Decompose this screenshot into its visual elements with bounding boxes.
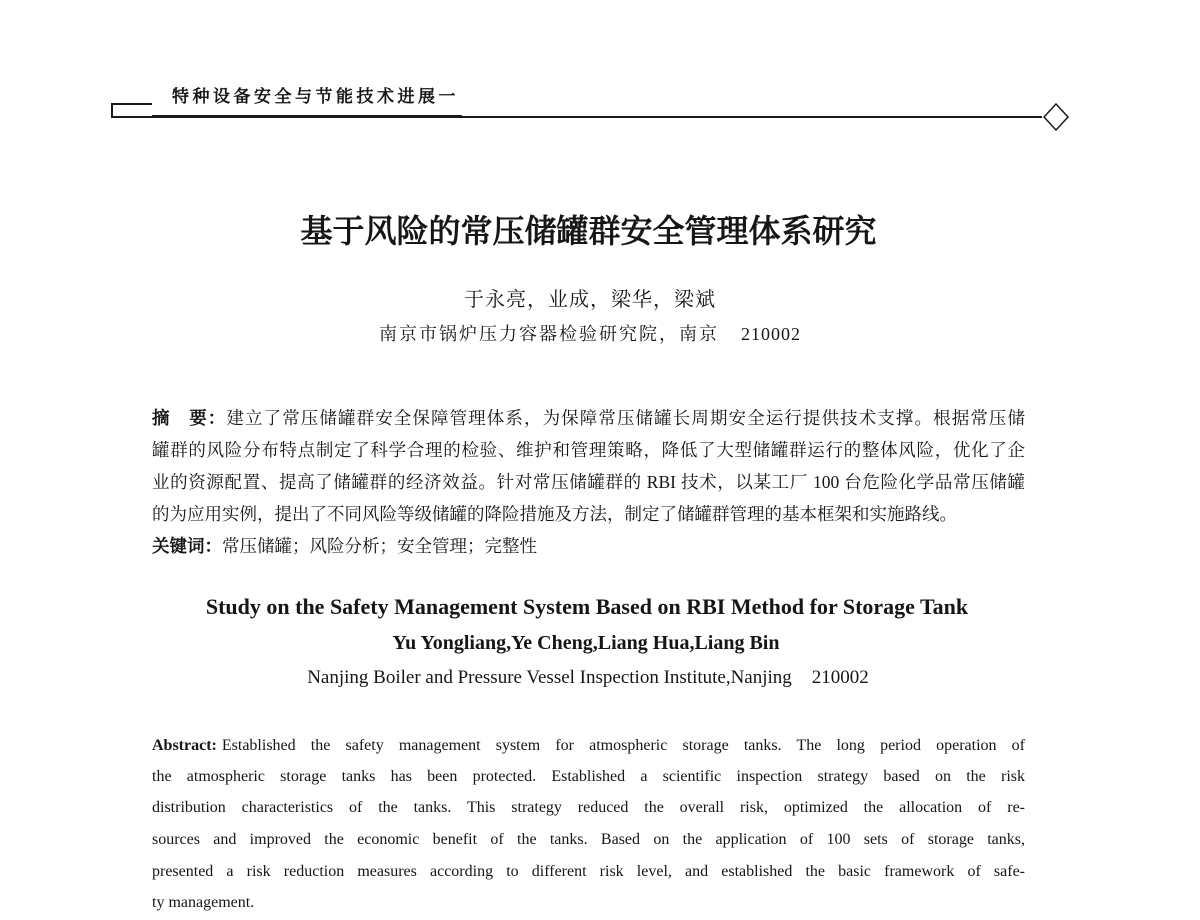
abstract-en-label: Abstract: [152,737,217,754]
authors-cn: 于永亮，业成，梁华，梁斌 [464,289,716,311]
header-rule-short [112,103,152,105]
diamond-icon [1042,103,1070,131]
affiliation-en [0,666,1176,690]
abstract-cn-line: 的为应用实例，提出了不同风险等级储罐的降险措施及方法，制定了储罐群管理的基本框架和实施路线。 [152,504,957,524]
paper-title-cn: 基于风险的常压储罐群安全管理体系研究 [300,213,877,249]
affiliation-en-postcode: 210002 [811,667,869,688]
keywords-cn-label: 关键词： [152,536,222,556]
abstract-cn-line: 业的资源配置、提高了储罐群的经济效益。针对常压储罐群的 RBI 技术，以某工厂 100 台危险化学品常压储罐 [152,472,1025,492]
authors-en: Yu Yongliang,Ye Cheng,Liang Hua,Liang Bin [392,632,780,654]
affiliation-en-name: Nanjing Boiler and Pressure Vessel Inspection Institute,Nanjing [307,667,792,688]
abstract-cn-line: 罐群的风险分布特点制定了科学合理的检验、维护和管理策略，降低了大型储罐群运行的整体风险，优化了企 [152,440,1025,460]
affiliation-cn-postcode: 210002 [741,324,801,344]
running-header-title: 特种设备安全与节能技术进展一 [172,87,459,106]
affiliation-cn [0,322,1180,346]
abstract-en-line [152,735,1025,757]
abstract-en-line: presented a risk reduction measures according to different risk level, and established the basic framework of safe- [152,863,1025,880]
affiliation-cn-name: 南京市锅炉压力容器检验研究院，南京 [379,324,719,344]
abstract-en-line: distribution characteristics of the tanks. This strategy reduced the overall risk, optimized the allocation of re- [152,799,1025,816]
abstract-en-line: ty management. [152,894,255,911]
abstract-en-line: the atmospheric storage tanks has been protected. Established a scientific inspection strategy based on the risk [152,768,1025,785]
header-rule-thick-segment [152,115,462,118]
abstract-cn-label: 摘 要： [152,408,227,428]
abstract-en-line: sources and improved the economic benefit of the tanks. Based on the application of 100 sets of storage tanks, [152,831,1025,848]
paper-title-en: Study on the Safety Management System Based on RBI Method for Storage Tank [205,594,969,619]
keywords-cn-text: 常压储罐；风险分析；安全管理；完整性 [222,536,537,556]
abstract-en-text: Established the safety management system for atmospheric storage tanks. The long period operation of [221,737,1025,754]
abstract-cn-text: 建立了常压储罐群安全保障管理体系，为保障常压储罐长周期安全运行提供技术支撑。根据常压储 [226,408,1026,428]
abstract-cn-line [152,406,1025,430]
keywords-cn [152,534,1025,558]
